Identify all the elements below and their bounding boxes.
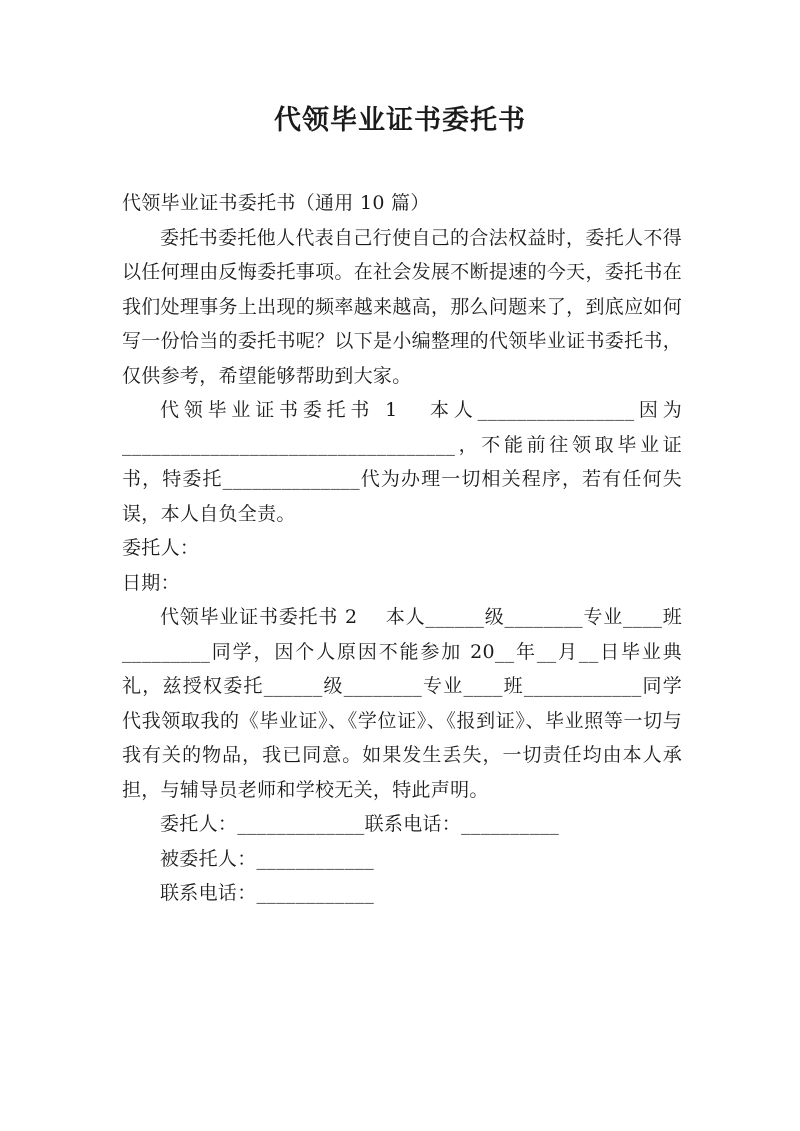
letter1-heading: 代领毕业证书委托书 1 bbox=[160, 399, 398, 421]
letter2-paragraph bbox=[122, 600, 682, 807]
letter2-heading: 代领毕业证书委托书 2 bbox=[160, 606, 358, 628]
letter1-client-label: 委托人： bbox=[122, 537, 200, 559]
letter2-client-line: 委托人：_____________联系电话：__________ bbox=[160, 813, 560, 835]
document-body bbox=[122, 186, 682, 911]
document-subtitle: 代领毕业证书委托书（通用 10 篇） bbox=[122, 192, 430, 214]
letter1-text: 本人________________因为__________________________________，不能前往领取毕业证书，特委托______________代为办理一切相关程序，若有任何失误，本人自负全责。 bbox=[122, 399, 683, 525]
letter2-phone-line: 联系电话：____________ bbox=[160, 882, 375, 904]
document-title: 代领毕业证书委托书 bbox=[274, 105, 526, 136]
letter2-text: 本人______级________专业____班_________同学，因个人原因不能参加 20__年__月__日毕业典礼，兹授权委托______级________专业____班____________同学代我领取我的《毕业证》、《学位证》、《报到证》、毕业照等一切与我有关的物品，我已同意。如果发生丢失，一切责任均由本人承担，与辅导员老师和学校无关，特此声明。 bbox=[122, 606, 682, 801]
letter1-date-label: 日期： bbox=[122, 571, 180, 594]
letter2-trustee-line: 被委托人：____________ bbox=[160, 847, 375, 870]
letter1-paragraph bbox=[122, 393, 682, 531]
intro-paragraph: 委托书委托他人代表自己行使自己的合法权益时，委托人不得以任何理由反悔委托事项。在社会发展不断提速的今天，委托书在我们处理事务上出现的频率越来越高，那么问题来了，到底应如何写一份恰当的委托书呢？以下是小编整理的代领毕业证书委托书，仅供参考，希望能够帮助到大家。 bbox=[122, 226, 682, 387]
